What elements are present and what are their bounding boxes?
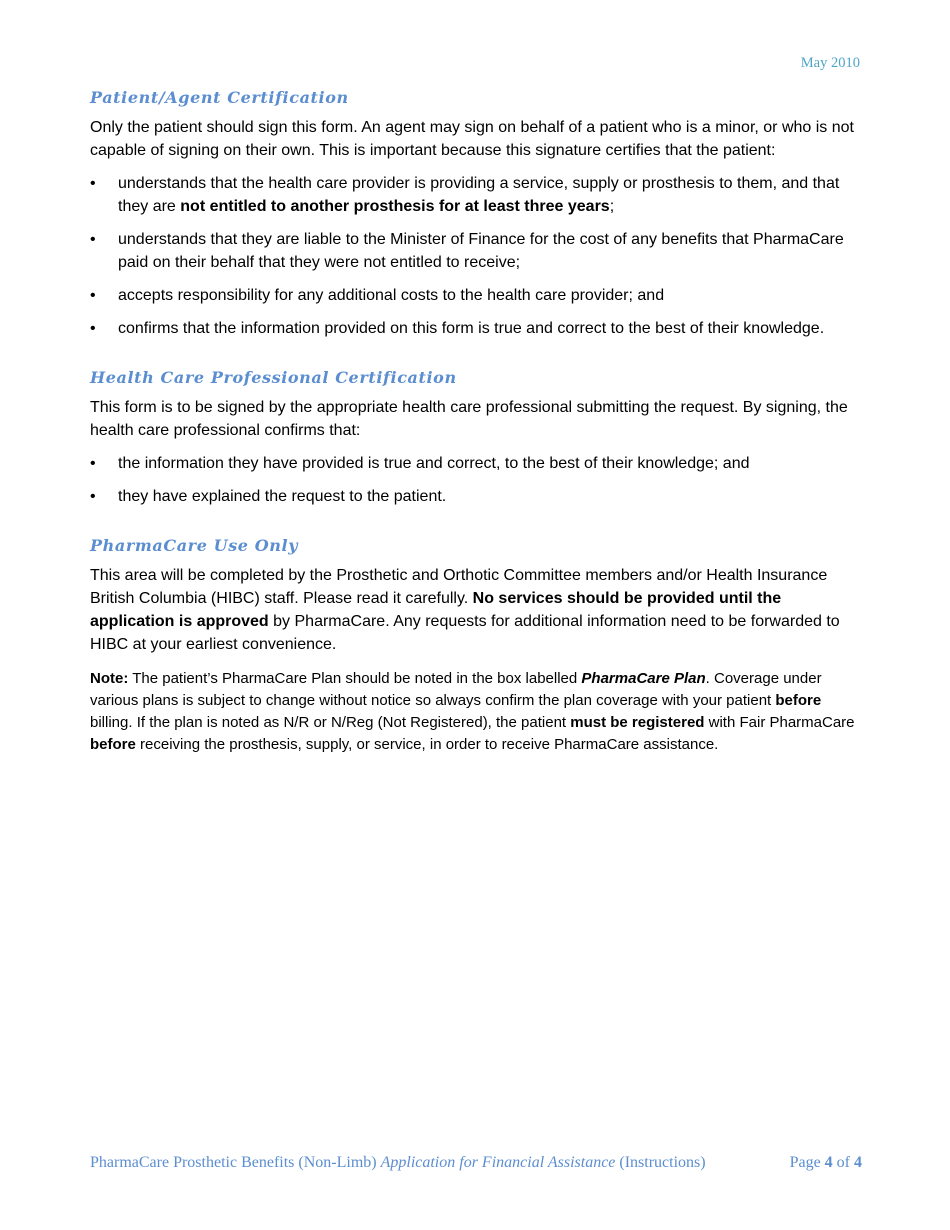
document-date: May 2010	[800, 55, 860, 71]
footer-document-title: PharmaCare Prosthetic Benefits (Non-Limb) Application for Financial Assistance (Instructions)	[90, 1154, 706, 1171]
patient-certification-heading: Patient/Agent Certification	[90, 88, 349, 107]
page-number: Page 4 of 4	[789, 1154, 862, 1171]
list-item: • understands that the health care provider is providing a service, supply or prosthesis to them, and that they are not entitled to another prosthesis for at least three years;	[90, 172, 862, 218]
bullet-icon: •	[90, 455, 96, 472]
pharmacare-note: Note: The patient’s PharmaCare Plan should be noted in the box labelled PharmaCare Plan. Coverage under various plans is subject to change without notice so always confirm the plan coverage with your patient before billing. If the plan is noted as N/R or N/Reg (Not Registered), the patient must be registered with Fair PharmaCare before receiving the prosthesis, supply, or service, in order to receive PharmaCare assistance.	[90, 670, 855, 753]
bullet-icon: •	[90, 320, 96, 337]
list-item: • accepts responsibility for any additional costs to the health care provider; and	[90, 284, 862, 307]
pharmacare-use-heading: PharmaCare Use Only	[90, 536, 299, 555]
patient-certification-list	[90, 172, 862, 340]
document-content	[90, 88, 862, 756]
professional-certification-intro: This form is to be signed by the appropriate health care professional submitting the request. By signing, the health care professional confirms that:	[90, 399, 848, 439]
list-item: • the information they have provided is true and correct, to the best of their knowledge; and	[90, 452, 862, 475]
list-item: • confirms that the information provided on this form is true and correct to the best of their knowledge.	[90, 317, 862, 340]
list-item: • they have explained the request to the patient.	[90, 485, 862, 508]
bullet-icon: •	[90, 287, 96, 304]
bullet-icon: •	[90, 488, 96, 505]
bullet-icon: •	[90, 175, 96, 192]
bullet-icon: •	[90, 231, 96, 248]
list-item: • understands that they are liable to the Minister of Finance for the cost of any benefits that PharmaCare paid on their behalf that they were not entitled to receive;	[90, 228, 862, 274]
page-footer	[90, 1154, 862, 1172]
patient-certification-intro: Only the patient should sign this form. An agent may sign on behalf of a patient who is a minor, or who is not capable of signing on their own. This is important because this signature certifies that the patient:	[90, 119, 854, 159]
professional-certification-heading: Health Care Professional Certification	[90, 368, 457, 387]
pharmacare-use-paragraph: This area will be completed by the Prosthetic and Orthotic Committee members and/or Health Insurance British Columbia (HIBC) staff. Please read it carefully. No services should be provided until the application is approved by PharmaCare. Any requests for additional information need to be forwarded to HIBC at your earliest convenience.	[90, 567, 840, 653]
professional-certification-list	[90, 452, 862, 508]
